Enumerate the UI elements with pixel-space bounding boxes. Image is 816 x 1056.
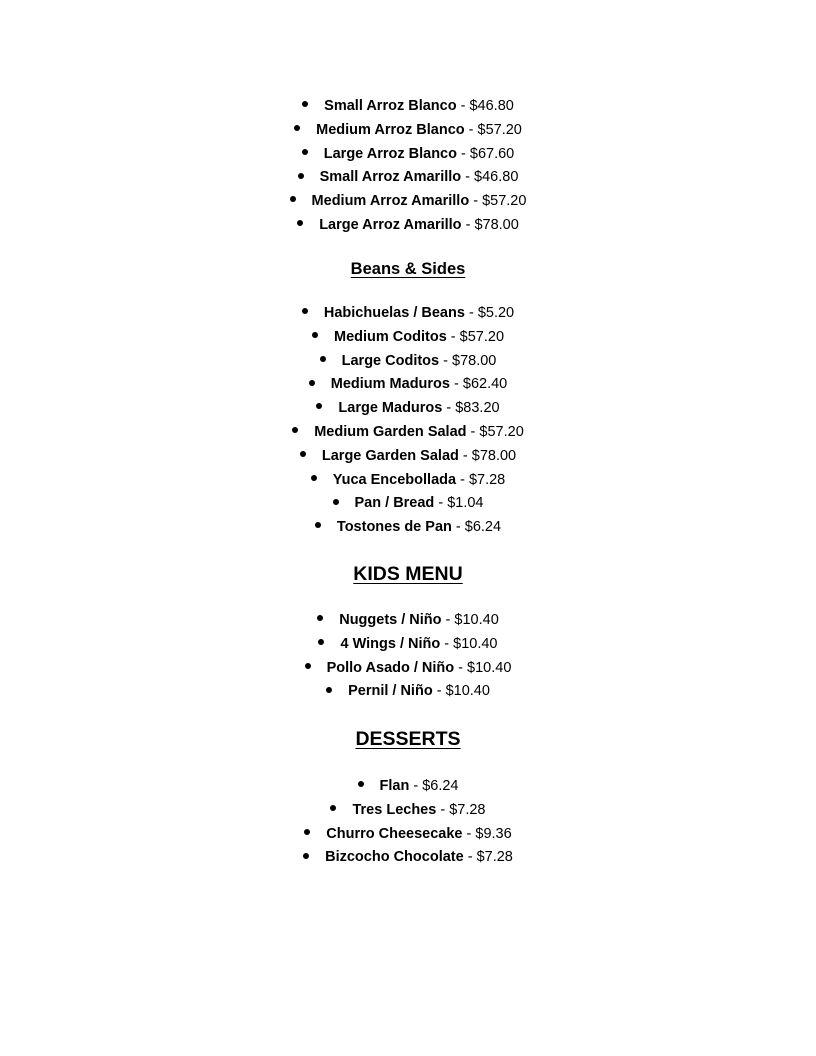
desserts-list xyxy=(0,775,816,870)
item-name: Habichuelas / Beans xyxy=(323,305,465,321)
section-title-kids-menu: KIDS MENU xyxy=(353,563,463,585)
list-item: Small Arroz Amarillo - $46.80 xyxy=(0,166,816,190)
bullet-icon xyxy=(298,173,304,179)
bullet-icon xyxy=(292,427,298,433)
item-name: Large Arroz Amarillo xyxy=(319,216,462,233)
bullet-icon xyxy=(320,356,326,362)
item-price: $78.00 xyxy=(452,352,497,369)
item-price: $83.20 xyxy=(455,400,500,417)
item-name: Nuggets / Niño xyxy=(339,612,442,628)
bullet-icon xyxy=(326,687,332,693)
list-item: Large Maduros - $83.20 xyxy=(0,397,816,421)
list-item: Flan - $6.24 xyxy=(0,775,816,799)
bullet-icon xyxy=(303,853,309,859)
item-name: Tres Leches xyxy=(352,801,437,818)
item-name: Tostones de Pan xyxy=(336,519,452,536)
item-price: $46.80 xyxy=(474,169,519,186)
item-name: Medium Maduros xyxy=(330,376,450,393)
list-item: Tres Leches - $7.28 xyxy=(0,799,816,823)
list-item: Large Arroz Blanco - $67.60 xyxy=(0,143,816,167)
item-name: Small Arroz Blanco xyxy=(324,98,457,114)
item-name: Bizcocho Chocolate xyxy=(325,849,464,866)
item-price: $57.20 xyxy=(477,121,522,138)
list-item: Churro Cheesecake - $9.36 xyxy=(0,823,816,847)
list-item: Pernil / Niño - $10.40 xyxy=(0,680,816,704)
bullet-icon xyxy=(305,663,311,669)
item-price: $1.04 xyxy=(447,495,484,512)
list-item: Medium Maduros - $62.40 xyxy=(0,373,816,397)
item-price: $10.40 xyxy=(453,635,498,652)
item-name: Medium Coditos xyxy=(333,328,447,345)
bullet-icon xyxy=(294,125,300,131)
item-price: $57.20 xyxy=(459,328,505,345)
list-item: Small Arroz Blanco - $46.80 xyxy=(0,95,816,119)
item-price: $7.28 xyxy=(468,471,506,488)
item-price: $10.40 xyxy=(454,612,499,628)
kids-menu-list xyxy=(0,609,816,704)
bullet-icon xyxy=(300,451,306,457)
section-title-desserts: DESSERTS xyxy=(355,728,461,750)
list-item: Nuggets / Niño - $10.40 xyxy=(0,609,816,633)
list-item: Medium Arroz Amarillo - $57.20 xyxy=(0,190,816,214)
bullet-icon xyxy=(304,829,310,835)
bullet-icon xyxy=(317,615,323,621)
item-name: Medium Arroz Blanco xyxy=(316,121,465,138)
bullet-icon xyxy=(316,403,322,409)
bullet-icon xyxy=(312,332,318,338)
item-price: $62.40 xyxy=(462,376,508,393)
item-name: Large Coditos xyxy=(341,352,440,369)
beans-sides-list xyxy=(0,302,816,540)
list-item: Large Coditos - $78.00 xyxy=(0,350,816,374)
bullet-icon xyxy=(333,499,339,505)
item-name: Yuca Encebollada xyxy=(332,471,457,488)
item-name: Flan xyxy=(379,778,410,794)
item-price: $57.20 xyxy=(482,193,527,210)
item-price: $67.60 xyxy=(469,145,515,162)
item-name: Pollo Asado / Niño xyxy=(326,659,455,676)
bullet-icon xyxy=(309,380,315,386)
item-price: $7.28 xyxy=(476,849,513,866)
bullet-icon xyxy=(297,220,303,226)
rice-list xyxy=(0,95,816,238)
item-name: Medium Arroz Amarillo xyxy=(311,193,470,210)
item-price: $7.28 xyxy=(449,801,486,818)
list-item: Tostones de Pan - $6.24 xyxy=(0,516,816,540)
bullet-icon xyxy=(290,196,296,202)
list-item: Medium Coditos - $57.20 xyxy=(0,326,816,350)
item-price: $78.00 xyxy=(471,447,517,464)
list-item: Medium Arroz Blanco - $57.20 xyxy=(0,119,816,143)
item-name: Churro Cheesecake xyxy=(326,825,463,842)
item-name: Large Maduros xyxy=(338,400,443,417)
item-name: 4 Wings / Niño xyxy=(340,635,441,652)
list-item: Yuca Encebollada - $7.28 xyxy=(0,469,816,493)
item-name: Large Garden Salad xyxy=(321,447,459,464)
item-price: $57.20 xyxy=(479,423,524,440)
list-item: Large Garden Salad - $78.00 xyxy=(0,445,816,469)
list-item: Large Arroz Amarillo - $78.00 xyxy=(0,214,816,238)
item-price: $46.80 xyxy=(469,98,514,114)
list-item: Habichuelas / Beans - $5.20 xyxy=(0,302,816,326)
list-item: 4 Wings / Niño - $10.40 xyxy=(0,633,816,657)
item-price: $5.20 xyxy=(477,305,515,321)
item-name: Pernil / Niño xyxy=(348,683,433,700)
bullet-icon xyxy=(311,475,317,481)
item-price: $6.24 xyxy=(464,519,502,536)
list-item: Medium Garden Salad - $57.20 xyxy=(0,421,816,445)
bullet-icon xyxy=(318,639,324,645)
bullet-icon xyxy=(330,805,336,811)
list-item: Pollo Asado / Niño - $10.40 xyxy=(0,657,816,681)
item-price: $10.40 xyxy=(445,683,490,700)
bullet-icon xyxy=(302,149,308,155)
list-item: Bizcocho Chocolate - $7.28 xyxy=(0,846,816,870)
item-price: $6.24 xyxy=(422,778,459,794)
item-name: Small Arroz Amarillo xyxy=(319,169,462,186)
bullet-icon xyxy=(302,308,308,314)
item-price: $9.36 xyxy=(475,825,512,842)
item-name: Medium Garden Salad xyxy=(314,423,467,440)
bullet-icon xyxy=(302,101,308,107)
bullet-icon xyxy=(315,522,321,528)
item-name: Large Arroz Blanco xyxy=(323,145,457,162)
list-item: Pan / Bread - $1.04 xyxy=(0,492,816,516)
item-name: Pan / Bread xyxy=(354,495,435,512)
section-title-beans-sides: Beans & Sides xyxy=(350,260,466,278)
bullet-icon xyxy=(358,781,364,787)
item-price: $78.00 xyxy=(474,216,519,233)
item-price: $10.40 xyxy=(467,659,512,676)
